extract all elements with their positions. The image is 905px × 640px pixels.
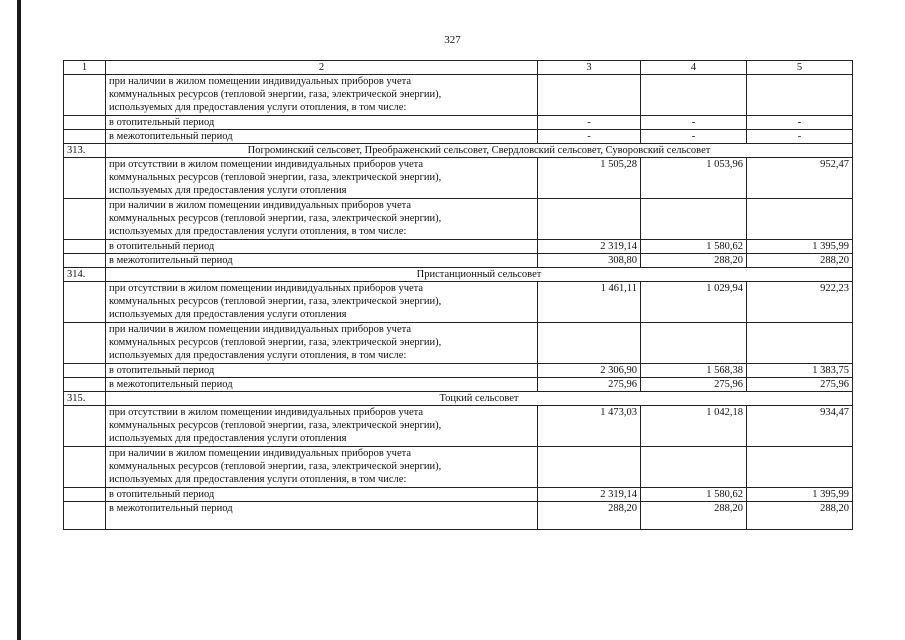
value-cell-c5: 922,23 [747, 282, 853, 323]
description-line: в отопительный период [109, 117, 215, 128]
value-cell-c4 [641, 447, 747, 488]
description-line: при наличии в жилом помещении индивидуальных приборов учета [109, 200, 411, 211]
row-number-cell [64, 323, 106, 364]
description-line: используемых для предоставления услуги отопления [109, 433, 347, 444]
value-cell-c3: 308,80 [538, 254, 641, 268]
value-cell-c4: 1 580,62 [641, 240, 747, 254]
value-cell-c5: 288,20 [747, 254, 853, 268]
row-number-cell [64, 502, 106, 530]
table-body [64, 61, 853, 530]
description-line: в отопительный период [109, 489, 215, 500]
value-cell-c3 [538, 199, 641, 240]
value-cell-c3: 288,20 [538, 502, 641, 530]
section-title: Погроминский сельсовет, Преображенский сельсовет, Свердловский сельсовет, Суворовский сельсовет [106, 144, 853, 158]
description-line: коммунальных ресурсов (тепловой энергии, газа, электрической энергии), [109, 89, 442, 100]
tariff-table [63, 60, 853, 530]
description-cell [106, 502, 538, 530]
value-cell-c5 [747, 447, 853, 488]
description-line: используемых для предоставления услуги отопления, в том числе: [109, 226, 407, 237]
value-cell-c3: 275,96 [538, 378, 641, 392]
value-cell-c5: 288,20 [747, 502, 853, 530]
value-cell-c4: 1 042,18 [641, 406, 747, 447]
section-number: 315. [64, 392, 106, 406]
row-number-cell [64, 282, 106, 323]
description-cell [106, 282, 538, 323]
table-row [64, 282, 853, 323]
description-cell [106, 488, 538, 502]
description-line: при отсутствии в жилом помещении индивидуальных приборов учета [109, 159, 424, 170]
table-row [64, 364, 853, 378]
description-line: используемых для предоставления услуги отопления, в том числе: [109, 102, 407, 113]
row-number-cell [64, 364, 106, 378]
value-cell-c4: 1 029,94 [641, 282, 747, 323]
description-line: коммунальных ресурсов (тепловой энергии, газа, электрической энергии), [109, 172, 442, 183]
value-cell-c4: 1 053,96 [641, 158, 747, 199]
value-cell-c5: - [747, 116, 853, 130]
table-row [64, 447, 853, 488]
value-cell-c4: - [641, 130, 747, 144]
section-row [64, 268, 853, 282]
table-row [64, 116, 853, 130]
table-row [64, 158, 853, 199]
section-number: 313. [64, 144, 106, 158]
row-number-cell [64, 406, 106, 447]
section-number: 314. [64, 268, 106, 282]
value-cell-c4: 288,20 [641, 254, 747, 268]
value-cell-c4: 275,96 [641, 378, 747, 392]
row-number-cell [64, 158, 106, 199]
row-number-cell [64, 75, 106, 116]
description-line: в отопительный период [109, 241, 215, 252]
description-cell [106, 447, 538, 488]
value-cell-c3: 2 319,14 [538, 240, 641, 254]
value-cell-c4 [641, 323, 747, 364]
value-cell-c5: 275,96 [747, 378, 853, 392]
description-line: при наличии в жилом помещении индивидуальных приборов учета [109, 76, 411, 87]
table-row [64, 240, 853, 254]
value-cell-c4 [641, 199, 747, 240]
column-header: 1 [64, 61, 106, 75]
value-cell-c3: 2 306,90 [538, 364, 641, 378]
description-line: в отопительный период [109, 365, 215, 376]
description-line: в межотопительный период [109, 131, 233, 142]
value-cell-c4: 1 580,62 [641, 488, 747, 502]
scan-edge-bar [17, 0, 21, 640]
page-number: 327 [444, 34, 461, 46]
value-cell-c3: - [538, 116, 641, 130]
description-line: при наличии в жилом помещении индивидуальных приборов учета [109, 448, 411, 459]
value-cell-c5 [747, 199, 853, 240]
value-cell-c5 [747, 323, 853, 364]
row-number-cell [64, 130, 106, 144]
value-cell-c3 [538, 323, 641, 364]
description-line: используемых для предоставления услуги отопления, в том числе: [109, 474, 407, 485]
value-cell-c3 [538, 447, 641, 488]
table-row [64, 75, 853, 116]
value-cell-c5 [747, 75, 853, 116]
section-row [64, 392, 853, 406]
table-row [64, 378, 853, 392]
description-line: используемых для предоставления услуги отопления, в том числе: [109, 350, 407, 361]
table-row [64, 406, 853, 447]
row-number-cell [64, 199, 106, 240]
row-number-cell [64, 254, 106, 268]
table-row [64, 488, 853, 502]
description-cell [106, 254, 538, 268]
value-cell-c3: 1 505,28 [538, 158, 641, 199]
value-cell-c5: - [747, 130, 853, 144]
value-cell-c4: - [641, 116, 747, 130]
value-cell-c5: 1 395,99 [747, 240, 853, 254]
description-line: при отсутствии в жилом помещении индивидуальных приборов учета [109, 407, 424, 418]
value-cell-c3: 1 461,11 [538, 282, 641, 323]
value-cell-c5: 952,47 [747, 158, 853, 199]
value-cell-c5: 934,47 [747, 406, 853, 447]
description-line: коммунальных ресурсов (тепловой энергии, газа, электрической энергии), [109, 461, 442, 472]
table-row [64, 502, 853, 530]
description-line: используемых для предоставления услуги отопления [109, 185, 347, 196]
description-line: коммунальных ресурсов (тепловой энергии, газа, электрической энергии), [109, 337, 442, 348]
row-number-cell [64, 447, 106, 488]
description-cell [106, 323, 538, 364]
value-cell-c4: 1 568,38 [641, 364, 747, 378]
column-header: 2 [106, 61, 538, 75]
column-header: 3 [538, 61, 641, 75]
column-header: 4 [641, 61, 747, 75]
description-cell [106, 406, 538, 447]
description-line: при отсутствии в жилом помещении индивидуальных приборов учета [109, 283, 424, 294]
description-cell [106, 240, 538, 254]
description-line: в межотопительный период [109, 503, 233, 514]
description-cell [106, 378, 538, 392]
description-line: в межотопительный период [109, 379, 233, 390]
row-number-cell [64, 378, 106, 392]
value-cell-c4: 288,20 [641, 502, 747, 530]
row-number-cell [64, 116, 106, 130]
table-row [64, 130, 853, 144]
value-cell-c3: 1 473,03 [538, 406, 641, 447]
description-line: коммунальных ресурсов (тепловой энергии, газа, электрической энергии), [109, 213, 442, 224]
table-row [64, 323, 853, 364]
table-row [64, 254, 853, 268]
description-cell [106, 75, 538, 116]
description-line: коммунальных ресурсов (тепловой энергии, газа, электрической энергии), [109, 420, 442, 431]
value-cell-c5: 1 383,75 [747, 364, 853, 378]
section-title: Пристанционный сельсовет [106, 268, 853, 282]
description-line: используемых для предоставления услуги отопления [109, 309, 347, 320]
description-cell [106, 130, 538, 144]
section-title: Тоцкий сельсовет [106, 392, 853, 406]
description-cell [106, 158, 538, 199]
description-line: коммунальных ресурсов (тепловой энергии, газа, электрической энергии), [109, 296, 442, 307]
description-line: при наличии в жилом помещении индивидуальных приборов учета [109, 324, 411, 335]
description-line: в межотопительный период [109, 255, 233, 266]
description-cell [106, 116, 538, 130]
description-cell [106, 364, 538, 378]
value-cell-c4 [641, 75, 747, 116]
section-row [64, 144, 853, 158]
description-cell [106, 199, 538, 240]
column-header: 5 [747, 61, 853, 75]
value-cell-c3 [538, 75, 641, 116]
value-cell-c3: - [538, 130, 641, 144]
value-cell-c3: 2 319,14 [538, 488, 641, 502]
column-header-row [64, 61, 853, 75]
table-row [64, 199, 853, 240]
row-number-cell [64, 488, 106, 502]
value-cell-c5: 1 395,99 [747, 488, 853, 502]
row-number-cell [64, 240, 106, 254]
